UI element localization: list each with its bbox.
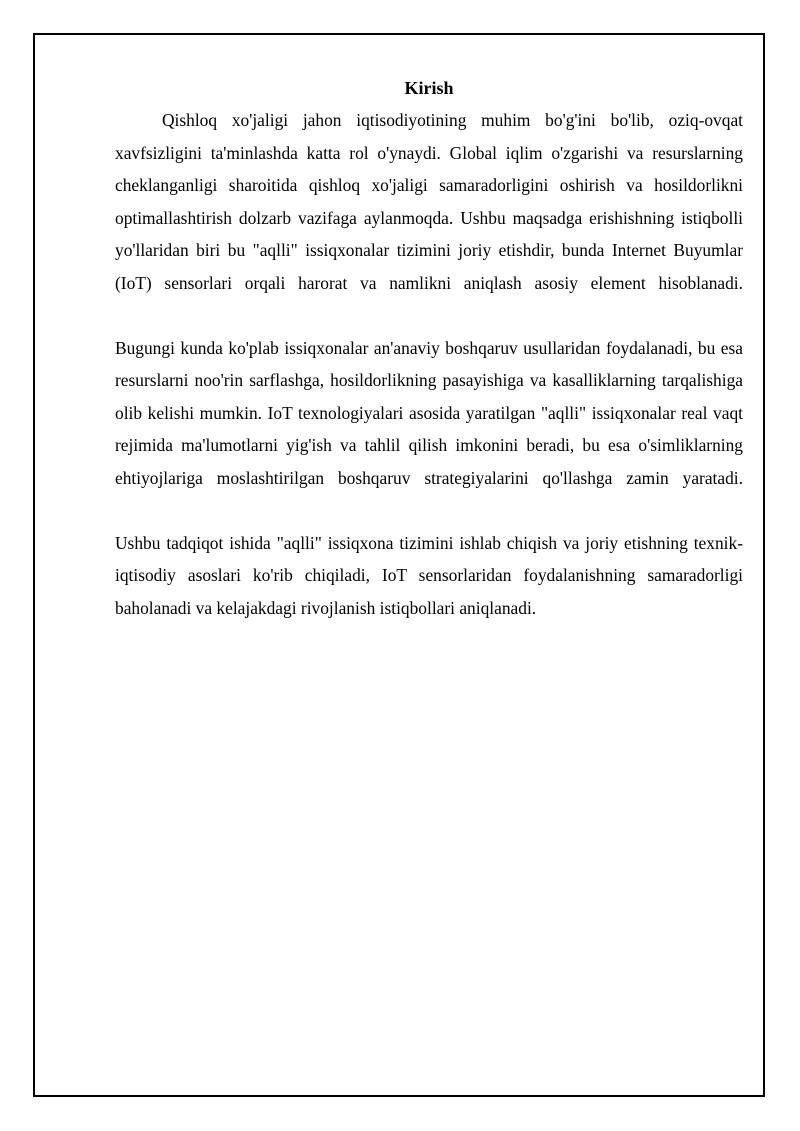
paragraph-problem: Bugungi kunda ko'plab issiqxonalar an'anaviy boshqaruv usullaridan foydalanadi, bu esa resurslarni noo'rin sarflashga, hosildorlikning pasayishiga va kasalliklarning tarqalishiga olib kelishi mumkin. IoT texnologiyalari asosida yaratilgan "aqlli" issiqxonalar real vaqt rejimida ma'lumotlarni yig'ish va tahlil qilish imkonini beradi, bu esa o'simliklarning ehtiyojlariga moslashtirilgan boshqaruv strategiyalarini qo'llashga zamin yaratadi. <box>115 337 743 488</box>
paragraph-intro: Qishloq xo'jaligi jahon iqtisodiyotining muhim bo'g'ini bo'lib, oziq-ovqat xavfsizligini ta'minlashda katta rol o'ynaydi. Global iqlim o'zgarishi va resurslarning cheklanganligi sharoitida qishloq xo'jaligi samaradorligini oshirish va hosildorlikni optimallashtirish dolzarb vazifaga aylanmoqda. Ushbu maqsadga erishishning istiqbolli yo'llaridan biri bu "aqlli" issiqxonalar tizimini joriy etishdir, bunda Internet Buyumlar (IoT) sensorlari orqali harorat va namlikni aniqlash asosiy element hisoblanadi. <box>115 110 743 293</box>
document-body <box>115 76 743 624</box>
paragraph-scope: Ushbu tadqiqot ishida "aqlli" issiqxona tizimini ishlab chiqish va joriy etishning texnik-iqtisodiy asoslari ko'rib chiqiladi, IoT sensorlaridan foydalanishning samaradorligi baholanadi va kelajakdagi rivojlanish istiqbollari aniqlanadi. <box>115 532 743 618</box>
document-title: Kirish <box>404 78 454 98</box>
paragraph-spacer <box>115 494 743 527</box>
paragraph-spacer <box>115 299 743 332</box>
